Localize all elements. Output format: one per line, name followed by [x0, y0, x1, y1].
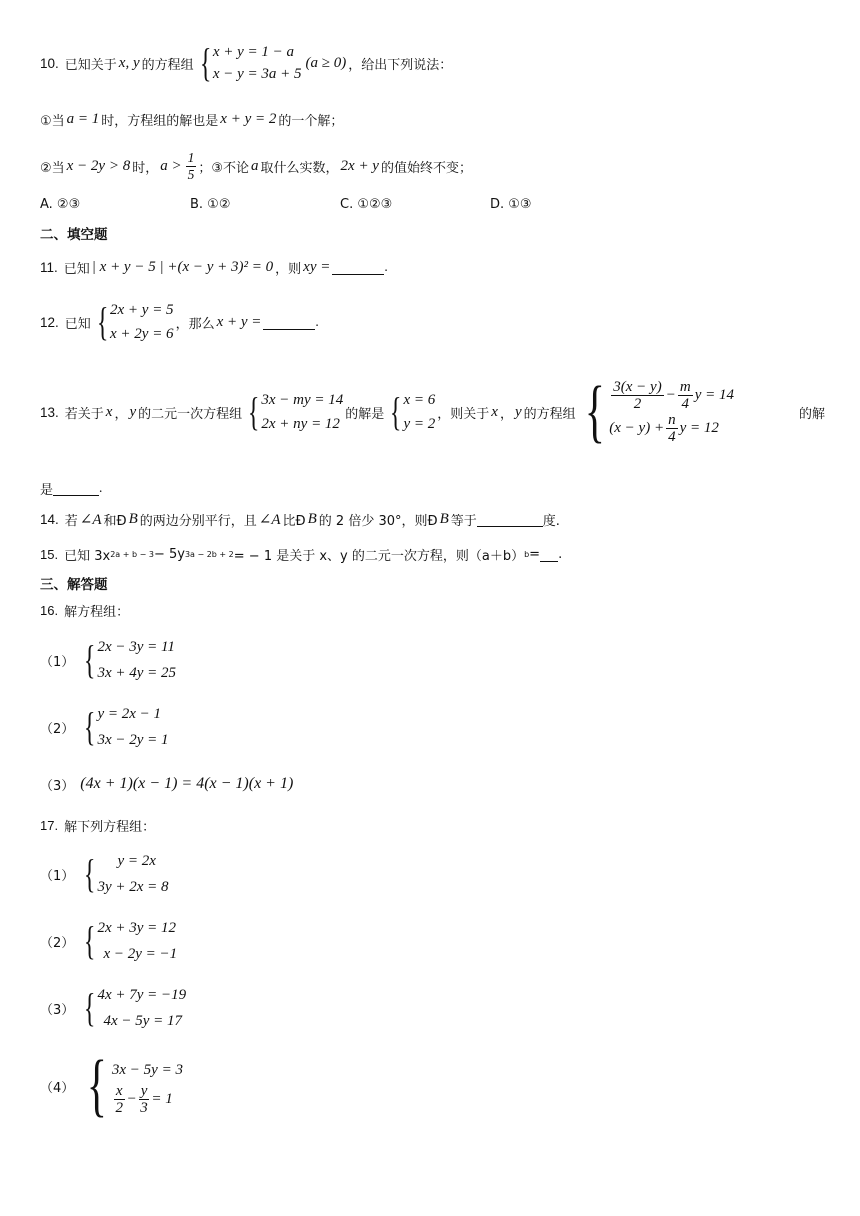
q17-part-2: （2） { 2x + 3y = 12 x − 2y = −1 — [40, 918, 178, 963]
question-10: 10. 已知关于 x, y 的方程组 { x + y = 1 − a x − y = 3a + 5 (a ≥ 0) ，给出下列说法： — [40, 40, 453, 85]
q17-part-1: （1） { y = 2x 3y + 2x = 8 — [40, 851, 169, 896]
answer-blank[interactable] — [540, 547, 558, 562]
question-13: 13. 若关于 x ， y 的二元一次方程组 { 3x − my = 14 2x + ny = 12 的解是 { x = 6 y = 2 ，则关于 x ， y 的方程组 { $\frac{3(x - y)}{2}$ − $\frac{m}{4}$ y = 14 (x − y) + $\frac{n}{4}$ y = 12 的解 — [40, 373, 825, 450]
statement-2-3: ②当 x − 2y > 8 时， a > $\frac{1}{5}$ ；③不论 a 取什么实数， 2x + y 的值始终不变； — [40, 149, 472, 182]
question-13-continued: 是 . — [40, 480, 103, 498]
q16-part-2: （2） { y = 2x − 1 3x − 2y = 1 — [40, 704, 169, 749]
equation-system: { 3x − my = 14 2x + ny = 12 — [248, 389, 344, 434]
question-12: 12. 已知 { 2x + y = 5 x + 2y = 6 ，那么 x + y = . — [40, 299, 319, 344]
option-d[interactable]: D. ①③ — [490, 196, 532, 212]
equation: x − y = 3a + 5 — [212, 66, 302, 82]
answer-blank[interactable] — [332, 260, 384, 275]
statement-1: ①当 a = 1 时，方程组的解也是 x + y = 2 的一个解； — [40, 110, 344, 129]
equation: x + y = 1 − a — [212, 44, 295, 60]
fraction: $\frac{1}{5}$ — [187, 149, 195, 182]
equation-system: { 2x + y = 5 x + 2y = 6 — [96, 299, 174, 344]
answer-blank[interactable] — [263, 315, 315, 330]
question-16: 16. 解方程组： — [40, 602, 130, 620]
option-a[interactable]: A. ②③ — [40, 196, 81, 212]
brace: { — [199, 40, 212, 85]
question-11: 11. 已知 | x + y − 5 | +(x − y + 3)² = 0 ，则 xy = . — [40, 258, 388, 277]
condition: (a ≥ 0) — [305, 54, 347, 71]
question-14: 14. 若 ∠A 和Ð B 的两边分别平行，且 ∠A 比Ð B 的 2 倍少 30°，则Ð B 等于 度. — [40, 510, 560, 529]
question-17: 17. 解下列方程组： — [40, 817, 156, 835]
q16-part-3: （3） (4x + 1)(x − 1) = 4(x − 1)(x + 1) — [40, 775, 294, 794]
answer-blank[interactable] — [53, 481, 99, 496]
section-heading-2: 二、填空题 — [40, 227, 108, 243]
q17-part-4: （4） { 3x − 5y = 3 $\frac{x}{2}$ − $\frac{y}{3}$ = 1 — [40, 1047, 183, 1124]
section-heading-3: 三、解答题 — [40, 577, 108, 593]
question-number: 10. — [40, 55, 59, 71]
option-b[interactable]: B. ①② — [190, 196, 231, 212]
equation: $\frac{3(x - y)}{2}$ − $\frac{m}{4}$ y = 14 — [613, 379, 734, 412]
equation: (x − y) + $\frac{n}{4}$ y = 12 — [609, 412, 719, 445]
equation-system-fractions: { $\frac{3(x - y)}{2}$ − $\frac{m}{4}$ y = 14 (x − y) + $\frac{n}{4}$ y = 12 — [584, 373, 734, 450]
q17-part-3: （3） { 4x + 7y = −19 4x − 5y = 17 — [40, 985, 187, 1030]
equation-system — [196, 41, 302, 85]
options — [40, 195, 640, 213]
option-c[interactable]: C. ①②③ — [340, 196, 393, 212]
solution-system: { x = 6 y = 2 — [390, 389, 436, 434]
answer-blank[interactable] — [477, 512, 543, 527]
q16-part-1: （1） { 2x − 3y = 11 3x + 4y = 25 — [40, 637, 177, 682]
question-15: 15. 已知 3x 2a + b − 3 − 5y 3a − 2b + 2 = − 1 是关于 x、y 的二元一次方程，则（a＋b） b = . — [40, 546, 563, 564]
